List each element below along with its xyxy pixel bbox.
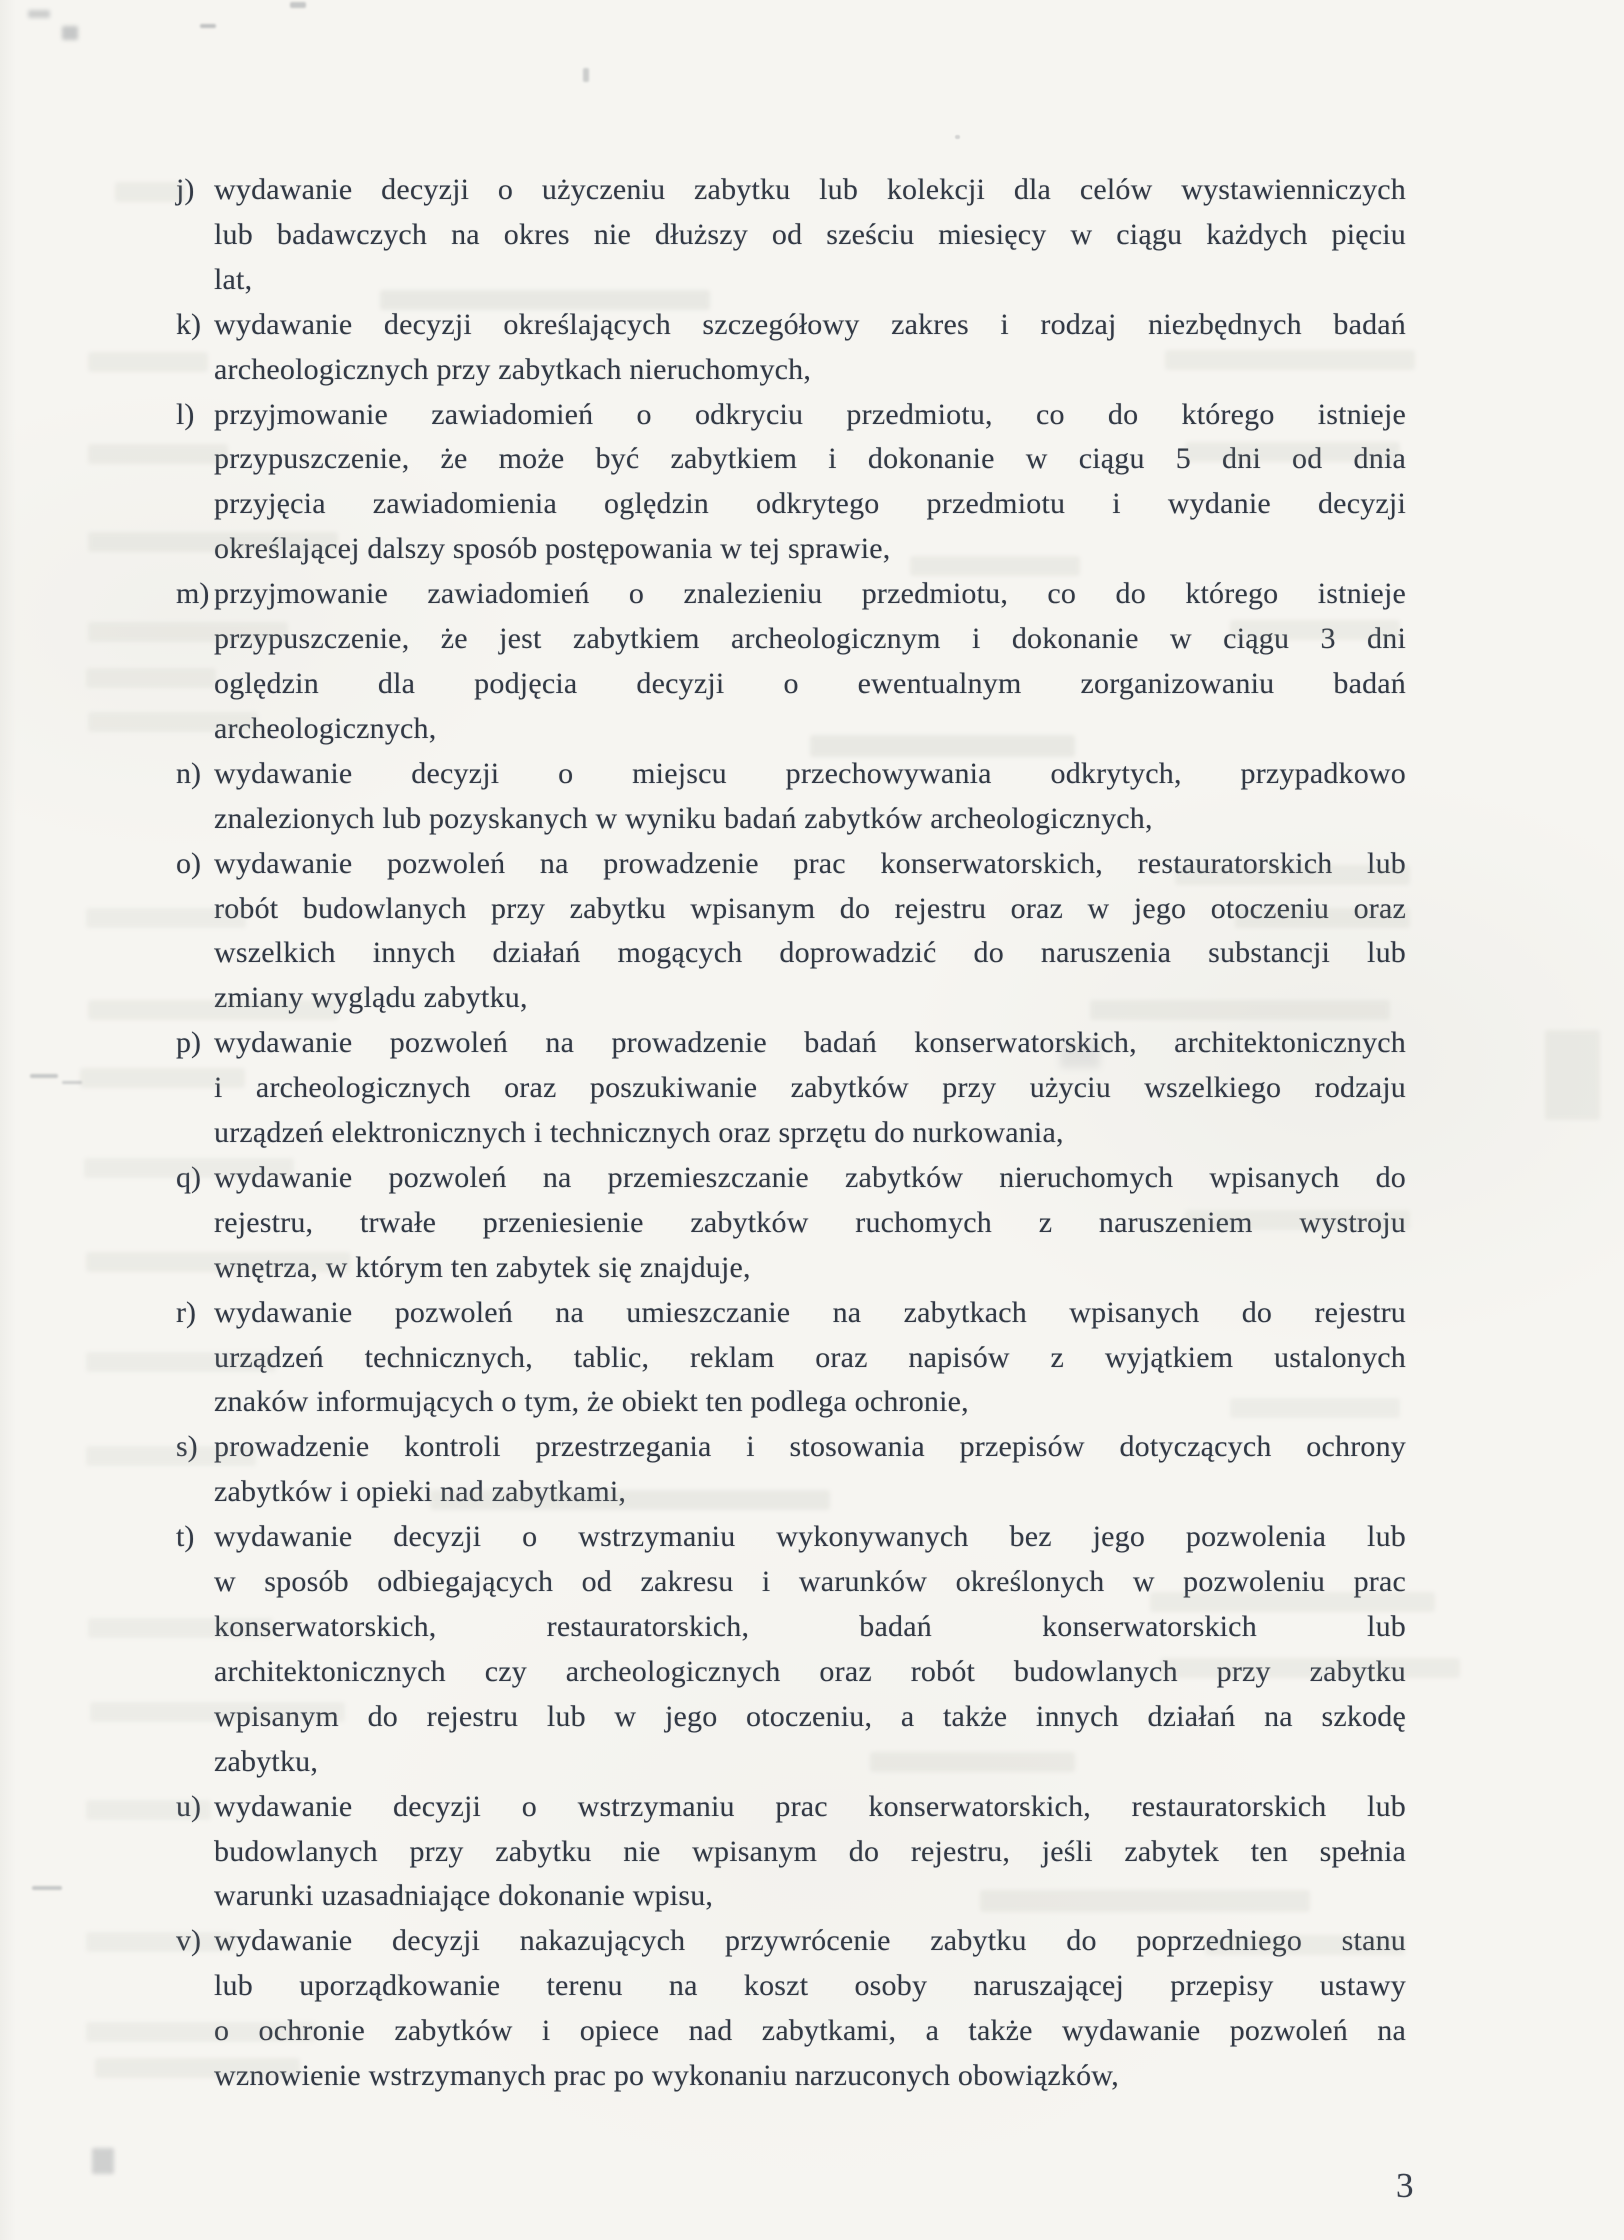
list-item — [176, 752, 1408, 842]
item-text — [214, 842, 1406, 1022]
item-label: m) — [176, 577, 210, 611]
item-line: archeologicznych przy zabytkach nieruchomych, — [214, 352, 812, 386]
item-line: wydawanie decyzji o wstrzymaniu prac konserwatorskich, restauratorskich lub — [214, 1789, 1406, 1823]
item-text — [214, 572, 1406, 752]
item-text — [214, 1021, 1406, 1156]
item-line: znalezionych lub pozyskanych w wyniku badań zabytków archeologicznych, — [214, 801, 1153, 835]
item-text — [214, 303, 1406, 393]
list-item — [176, 1021, 1408, 1156]
legal-list — [176, 168, 1408, 2099]
list-item — [176, 1515, 1408, 1784]
item-line: warunki uzasadniające dokonanie wpisu, — [214, 1879, 714, 1913]
item-line: wydawanie decyzji określających szczegółowy zakres i rodzaj niezbędnych badań — [214, 307, 1406, 341]
scan-speck — [583, 68, 589, 82]
item-line: konserwatorskich, restauratorskich, badań konserwatorskich lub — [214, 1610, 1406, 1643]
list-item — [176, 168, 1408, 303]
item-line: przyjęcia zawiadomienia oględzin odkrytego przedmiotu i wydanie decyzji — [214, 487, 1406, 521]
item-line: rejestru, trwałe przeniesienie zabytków ruchomych z naruszeniem wystroju — [214, 1205, 1406, 1239]
item-line: wydawanie pozwoleń na prowadzenie badań konserwatorskich, architektonicznych — [214, 1026, 1406, 1060]
scan-speck — [92, 2148, 114, 2174]
item-line: wydawanie pozwoleń na przemieszczanie zabytków nieruchomych wpisanych do — [214, 1160, 1406, 1194]
item-label: u) — [176, 1789, 201, 1823]
item-text — [214, 752, 1406, 842]
item-line: wnętrza, w którym ten zabytek się znajduje, — [214, 1250, 751, 1284]
item-text — [214, 1919, 1406, 2099]
item-line: wydawanie decyzji o wstrzymaniu wykonywanych bez jego pozwolenia lub — [214, 1520, 1406, 1554]
item-line: urządzeń elektronicznych i technicznych oraz sprzętu do nurkowania, — [214, 1116, 1064, 1150]
item-line: lub uporządkowanie terenu na koszt osoby naruszającej przepisy ustawy — [214, 1969, 1406, 2003]
item-label: s) — [176, 1430, 198, 1464]
item-line: przypuszczenie, że jest zabytkiem archeologicznym i dokonanie w ciągu 3 dni — [214, 622, 1406, 656]
list-item — [176, 1425, 1408, 1515]
item-line: wydawanie pozwoleń na umieszczanie na zabytkach wpisanych do rejestru — [214, 1295, 1406, 1329]
item-line: oględzin dla podjęcia decyzji o ewentualnym zorganizowaniu badań — [214, 666, 1406, 700]
item-line: o ochronie zabytków i opiece nad zabytkami, a także wydawanie pozwoleń na — [214, 2014, 1406, 2048]
list-item — [176, 1919, 1408, 2099]
item-line: wydawanie decyzji o użyczeniu zabytku lub kolekcji dla celów wystawienniczych — [214, 173, 1406, 206]
list-item — [176, 572, 1408, 752]
list-item — [176, 1785, 1408, 1920]
scan-speck — [32, 1886, 62, 1890]
item-line: wszelkich innych działań mogących doprowadzić do naruszenia substancji lub — [214, 936, 1406, 970]
item-line: archeologicznych, — [214, 711, 437, 745]
bleed-through-mark — [115, 182, 185, 202]
item-line: urządzeń technicznych, tablic, reklam oraz napisów z wyjątkiem ustalonych — [214, 1340, 1406, 1374]
list-item — [176, 393, 1408, 573]
item-line: lub badawczych na okres nie dłuższy od sześciu miesięcy w ciągu każdych pięciu — [214, 217, 1406, 251]
item-text — [214, 1515, 1406, 1784]
item-label: r) — [176, 1295, 196, 1329]
item-text — [214, 1291, 1406, 1426]
item-label: v) — [176, 1924, 201, 1958]
item-text — [214, 168, 1406, 303]
item-line: wznowienie wstrzymanych prac po wykonaniu narzuconych obowiązków, — [214, 2059, 1119, 2093]
item-text — [214, 1785, 1406, 1920]
item-line: wydawanie decyzji nakazujących przywrócenie zabytku do poprzedniego stanu — [214, 1924, 1406, 1958]
item-label: n) — [176, 756, 201, 790]
item-line: znaków informujących o tym, że obiekt ten podlega ochronie, — [214, 1385, 969, 1419]
list-item — [176, 842, 1408, 1022]
item-label: j) — [176, 173, 195, 206]
item-label: k) — [176, 307, 201, 341]
item-line: robót budowlanych przy zabytku wpisanym do rejestru oraz w jego otoczeniu oraz — [214, 891, 1406, 925]
item-line: przyjmowanie zawiadomień o znalezieniu przedmiotu, co do którego istnieje — [214, 577, 1406, 611]
list-item — [176, 303, 1408, 393]
item-line: przyjmowanie zawiadomień o odkryciu przedmiotu, co do którego istnieje — [214, 397, 1406, 431]
list-item — [176, 1291, 1408, 1426]
item-line: wydawanie pozwoleń na prowadzenie prac konserwatorskich, restauratorskich lub — [214, 846, 1406, 880]
scan-speck — [30, 1074, 58, 1078]
item-line: budowlanych przy zabytku nie wpisanym do rejestru, jeśli zabytek ten spełnia — [214, 1834, 1406, 1868]
scan-speck — [62, 1081, 82, 1084]
item-line: lat, — [214, 262, 253, 296]
item-line: zabytków i opieki nad zabytkami, — [214, 1475, 627, 1509]
item-line: architektonicznych czy archeologicznych oraz robót budowlanych przy zabytku — [214, 1654, 1406, 1688]
item-line: prowadzenie kontroli przestrzegania i stosowania przepisów dotyczących ochrony — [214, 1430, 1406, 1464]
item-text — [214, 1425, 1406, 1515]
scan-speck — [200, 24, 216, 28]
item-text — [214, 393, 1406, 573]
scan-speck — [290, 2, 306, 8]
item-label: q) — [176, 1160, 201, 1194]
item-line: przypuszczenie, że może być zabytkiem i dokonanie w ciągu 5 dni od dnia — [214, 442, 1406, 476]
item-label: o) — [176, 846, 201, 880]
item-line: określającej dalszy sposób postępowania w tej sprawie, — [214, 532, 891, 566]
item-text — [214, 1156, 1406, 1291]
item-label: p) — [176, 1026, 201, 1060]
scan-speck — [28, 10, 50, 18]
item-line: w sposób odbiegających od zakresu i warunków określonych w pozwoleniu prac — [214, 1565, 1406, 1599]
item-line: zabytku, — [214, 1744, 319, 1778]
item-line: zmiany wyglądu zabytku, — [214, 981, 528, 1015]
item-line: i archeologicznych oraz poszukiwanie zabytków przy użyciu wszelkiego rodzaju — [214, 1071, 1406, 1105]
page-number: 3 — [1396, 2166, 1414, 2205]
item-label: l) — [176, 397, 195, 431]
bleed-through-mark — [1545, 1030, 1600, 1120]
scan-speck — [955, 135, 960, 139]
item-line: wpisanym do rejestru lub w jego otoczeniu, a także innych działań na szkodę — [214, 1699, 1406, 1733]
item-label: t) — [176, 1520, 195, 1554]
item-line: wydawanie decyzji o miejscu przechowywania odkrytych, przypadkowo — [214, 756, 1406, 790]
list-item — [176, 1156, 1408, 1291]
scan-speck — [62, 26, 78, 40]
